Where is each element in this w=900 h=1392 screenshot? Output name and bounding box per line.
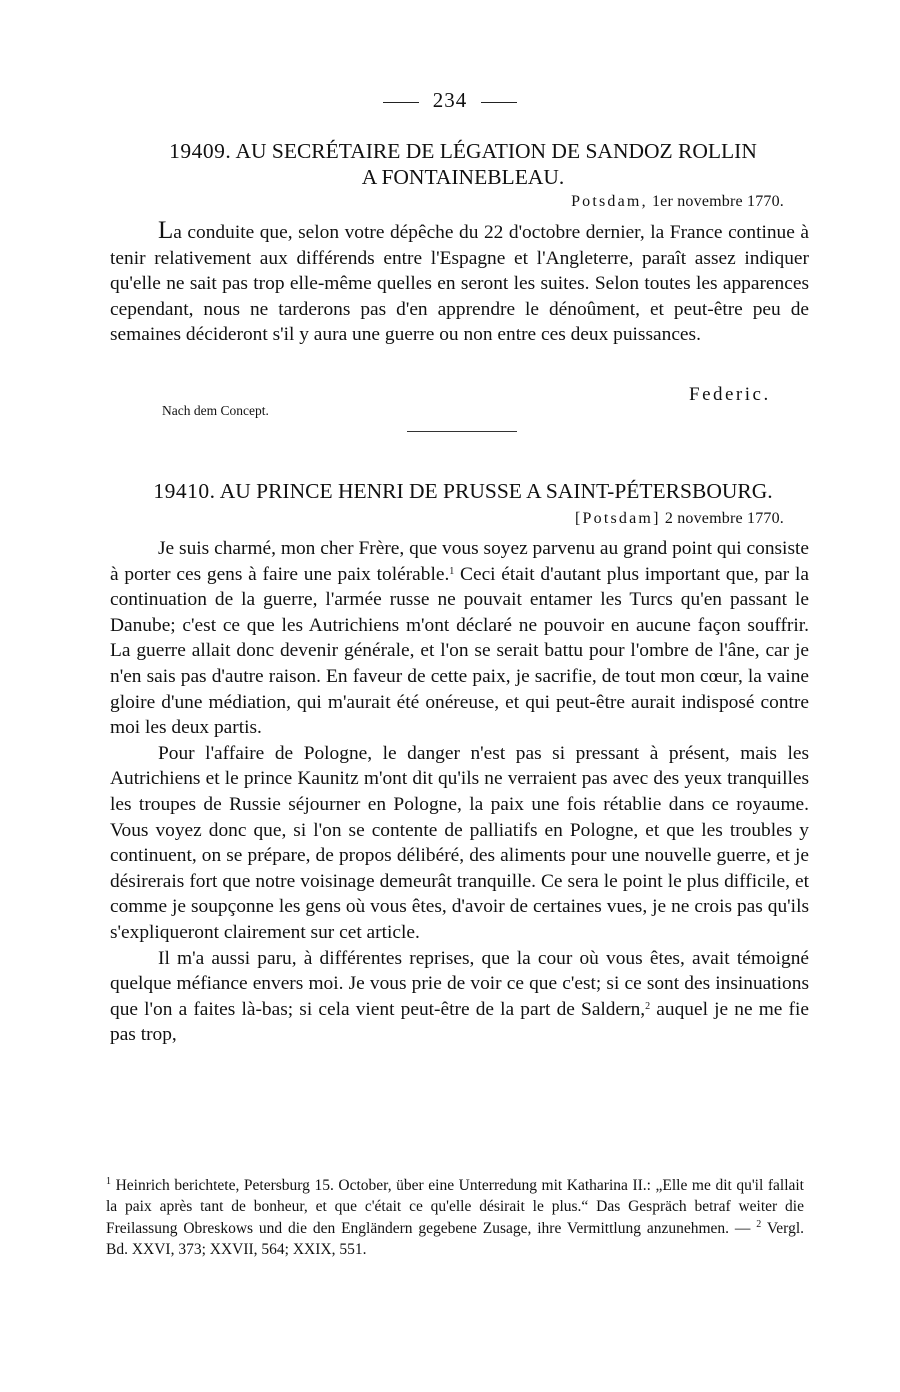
letter-1-date: 1er novembre 1770. bbox=[651, 193, 784, 210]
footnote-ref-1[interactable]: 1 bbox=[449, 565, 455, 577]
letter-1-heading bbox=[116, 138, 810, 190]
page-number-dash-right bbox=[481, 102, 517, 103]
letter-2-paragraph-3 bbox=[110, 946, 809, 1048]
letter-1-paragraph bbox=[110, 218, 809, 348]
letter-1-body bbox=[110, 218, 809, 348]
letter-2-paragraph-1 bbox=[110, 536, 809, 741]
page-number-dash-left bbox=[383, 102, 419, 103]
letter-2-dateline bbox=[575, 510, 784, 528]
footnote-block bbox=[106, 1175, 804, 1261]
letter-2-body bbox=[110, 536, 809, 1048]
letter-2-paragraph-2: Pour l'affaire de Pologne, le danger n'est pas si pressant à présent, mais les Autrichiens et le prince Kaunitz m'ont dit qu'ils ne verraient pas avec des yeux tranquilles les troupes de Russie séjourner en Pologne, la paix une fois rétablie dans ce royaume. Vous voyez donc que, si l'on se contente de palliatifs en Pologne, et que les troubles y continuent, on se prépare, de propos délibéré, des aliments pour une nouvelle guerre, et je désirerais fort que notre voisinage demeurât tranquille. Ce sera le point le plus difficile, et comme je soupçonne les gens où vous êtes, d'avoir de certaines vues, je ne crois pas qu'ils s'expliqueront clairement sur cet article. bbox=[110, 742, 809, 943]
letter-1-addressee: AU SECRÉTAIRE DE LÉGATION DE SANDOZ ROLLIN bbox=[235, 139, 757, 163]
letter-2-paragraph-3-start: Il m'a aussi paru, à différentes reprises, que la cour où vous êtes, avait témoigné quelque méfiance envers moi. Je vous prie de voir ce que c'est; si ce sont des insinuations que l'on a faites là-bas; si cela vient peut-être de la part de Saldern, bbox=[110, 947, 809, 1020]
footnotes bbox=[106, 1175, 804, 1261]
letter-2-date: 2 novembre 1770. bbox=[664, 510, 784, 527]
letter-1-text: a conduite que, selon votre dépêche du 22 d'octobre dernier, la France continue à tenir relativement aux différends entre l'Espagne et l'Angleterre, paraît assez indiquer qu'elle ne sait pas trop elle-même quelles en seront les suites. Selon toutes les apparences cependant, nous ne tarderons pas d'en apprendre le dénoûment, et peut-être peu de semaines décideront s'il y aura une guerre ou non entre ces deux puissances. bbox=[110, 222, 809, 346]
letter-2-paragraph-3-rest: auquel je ne me fie pas trop, bbox=[110, 998, 809, 1046]
letter-1-dateline bbox=[571, 193, 784, 211]
letter-2-number: 19410. bbox=[153, 479, 216, 503]
footnote-1-text: Heinrich berichtete, Petersburg 15. October, über eine Unterredung mit Katharina II.: „Elle me dit qu'il fallait la paix après tant de bonheur, et que c'était ce qu'elle désirait le plus.“ Das Gespräch betraf weiter die Freilassung Obreskows und die den Engländern gegebene Zusage, ihre Vermittlung anzunehmen. — bbox=[106, 1177, 804, 1237]
letter-2-place: [Potsdam] bbox=[575, 510, 661, 527]
letter-2-addressee: AU PRINCE HENRI DE PRUSSE A SAINT-PÉTERSBOURG. bbox=[219, 479, 773, 503]
section-divider bbox=[407, 431, 517, 432]
letter-1-number: 19409. bbox=[169, 139, 232, 163]
letter-1-heading-line1 bbox=[116, 138, 810, 164]
page-number bbox=[0, 88, 900, 113]
letter-2-paragraph-1-start: Je suis charmé, mon cher Frère, que vous soyez parvenu au grand point qui consiste à porter ces gens à faire une paix tolérable. bbox=[110, 538, 809, 585]
page-number-text: 234 bbox=[432, 88, 468, 112]
footnote-1-mark: 1 bbox=[106, 1176, 111, 1187]
footnote-2-text: Vergl. Bd. XXVI, 373; XXVII, 564; XXIX, 551. bbox=[106, 1219, 804, 1259]
letter-1-place: Potsdam, bbox=[571, 193, 648, 210]
letter-2-heading bbox=[116, 478, 810, 504]
footnote-ref-2[interactable]: 2 bbox=[645, 1000, 651, 1012]
letter-1-initial: L bbox=[158, 217, 174, 244]
letter-1-destination: A FONTAINEBLEAU. bbox=[361, 165, 565, 189]
letter-1-source-note: Nach dem Concept. bbox=[162, 403, 269, 418]
letter-1-signature: Federic. bbox=[689, 384, 771, 405]
letter-2-paragraph-1-rest: Ceci était d'autant plus important que, par la continuation de la guerre, l'armée russe ne pouvait entamer les Turcs qu'en passant le Danube; c'est ce que les Autrichiens m'ont déclaré ne pouvoir en aucune façon souffrir. La guerre allait donc devenir générale, et l'on se serait battu pour l'ombre de l'âne, car je n'en sais pas d'autre raison. En faveur de cette paix, je sacrifie, de tout mon cœur, la vaine gloire d'une médiation, qui m'aurait été onéreuse, et qui peut-être aurait indisposé contre moi les deux partis. bbox=[110, 563, 809, 739]
footnote-2-mark: 2 bbox=[756, 1218, 762, 1230]
